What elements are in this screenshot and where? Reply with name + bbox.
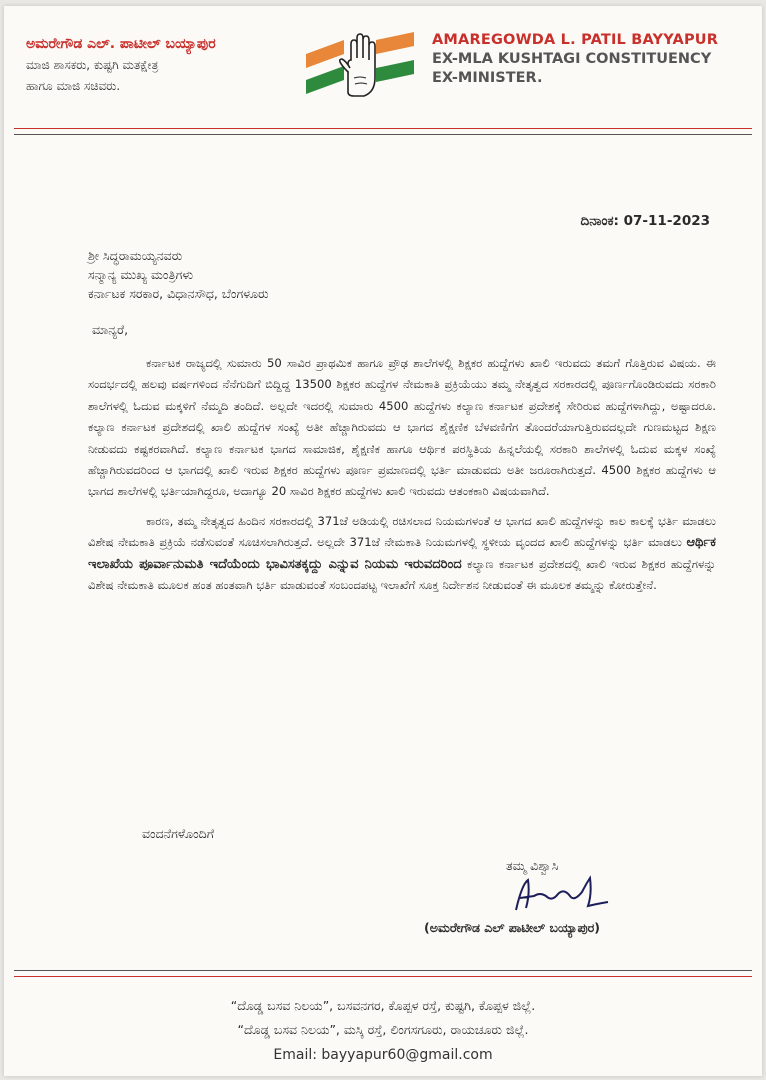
- footer-address-1: “ದೊಡ್ಡ ಬಸವ ನಿಲಯ”, ಬಸವನಗರ, ಕೊಪ್ಪಳ ರಸ್ತೆ, ಕುಷ್ಟಗಿ, ಕೊಪ್ಪಳ ಜಿಲ್ಲೆ.: [230, 998, 536, 1013]
- kannada-designation-2: ಹಾಗೂ ಮಾಜಿ ಸಚಿವರು.: [26, 79, 121, 93]
- kannada-name: ಅಮರೇಗೌಡ ಎಲ್. ಪಾಟೀಲ್ ಬಯ್ಯಾಪುರ: [26, 36, 216, 52]
- closing: ವಂದನೆಗಳೊಂದಿಗೆ: [142, 826, 214, 841]
- footer-rule-2: [14, 976, 752, 977]
- paragraph-2-text-a: ಕಾರಣ, ತಮ್ಮ ನೇತೃತ್ವದ ಹಿಂದಿನ ಸರಕಾರದಲ್ಲಿ 371ಜೆ ಅಡಿಯಲ್ಲಿ ರಚಿಸಲಾದ ನಿಯಮಗಳಂತೆ ಆ ಭಾಗದ ಖಾಲಿ ಹುದ್ದೆಗಳನ್ನು ಕಾಲ ಕಾಲಕ್ಕೆ ಭರ್ತಿ ಮಾಡಲು ವಿಶೇಷ ನೇಮಕಾತಿ ಪ್ರಕ್ರಿಯೆ ನಡೆಸುವಂತೆ ಸೂಚಿಸಲಾಗಿರುತ್ತದೆ. ಅಲ್ಲದೇ 371ಜೆ ನೇಮಕಾತಿ ನಿಯಮಗಳಲ್ಲಿ ಸ್ಥಳೀಯ ವೃಂದದ ಖಾಲಿ ಹುದ್ದೆಗಳನ್ನು ಭರ್ತಿ ಮಾಡಲು: [88, 513, 716, 550]
- body-paragraph-1: ಕರ್ನಾಟಕ ರಾಜ್ಯದಲ್ಲಿ ಸುಮಾರು 50 ಸಾವಿರ ಪ್ರಾಥಮಿಕ ಹಾಗೂ ಪ್ರೌಢ ಶಾಲೆಗಳಲ್ಲಿ ಶಿಕ್ಷಕರ ಹುದ್ದೆಗಳು ಖಾಲಿ ಇರುವದು ತಮಗೆ ಗೊತ್ತಿರುವ ವಿಷಯ. ಈ ಸಂದರ್ಭದಲ್ಲಿ ಹಲವು ವರ್ಷಗಳಿಂದ ನೆನೆಗುದಿಗೆ ಬಿದ್ದಿದ್ದ 13500 ಶಿಕ್ಷಕರ ಹುದ್ದೆಗಳ ನೇಮಕಾತಿ ಪ್ರಕ್ರಿಯೆಯು ತಮ್ಮ ನೇತೃತ್ವದ ಸರಕಾರದಲ್ಲಿ ಪೂರ್ಣಗೊಂಡಿರುವದು ಸರಕಾರಿ ಶಾಲೆಗಳಲ್ಲಿ ಓದುವ ಮಕ್ಕಳಿಗೆ ನೆಮ್ಮದಿ ತಂದಿದೆ. ಅಲ್ಲದೇ ಇದರಲ್ಲಿ ಸುಮಾರು 4500 ಹುದ್ದೆಗಳು ಕಲ್ಯಾಣ ಕರ್ನಾಟಕ ಪ್ರದೇಶಕ್ಕೆ ಸೇರಿರುವ ಹುದ್ದೆಗಳಾಗಿದ್ದು, ಅಷ್ಟಾದರೂ. ಕಲ್ಯಾಣ ಕರ್ನಾಟಕ ಪ್ರದೇಶದಲ್ಲಿ ಖಾಲಿ ಹುದ್ದೆಗಳ ಸಂಖ್ಯೆ ಅತೀ ಹೆಚ್ಚಾಗಿರುವದು ಆ ಭಾಗದ ಶೈಕ್ಷಣಿಕ ಬೆಳವಣಿಗೆಗ ತೊಂದರೆಯಾಗುತ್ತಿರುವದಲ್ಲದೇ ಗುಣಮಟ್ಟದ ಶಿಕ್ಷಣ ನೀಡುವದು ಕಷ್ಟಕರವಾಗಿದೆ. ಕಲ್ಯಾಣ ಕರ್ನಾಟಕ ಭಾಗದ ಸಾಮಾಜಿಕ, ಶೈಕ್ಷಣಿಕ ಹಾಗೂ ಆರ್ಥಿಕ ಪರಸ್ಥಿತಿಯ ಹಿನ್ನಲೆಯಲ್ಲಿ ಸರಕಾರಿ ಶಾಲೆಗಳಲ್ಲಿ ಓದುವ ಮಕ್ಕಳ ಸಂಖ್ಯೆ ಹೆಚ್ಚಾಗಿರುವದರಿಂದ ಆ ಭಾಗದಲ್ಲಿ ಖಾಲಿ ಇರುವ ಶಿಕ್ಷಕರ ಹುದ್ದೆಗಳು ಪೂರ್ಣ ಪ್ರಮಾಣದಲ್ಲಿ ಭರ್ತಿ ಮಾಡುವದು ಅತೀ ಜರೂರಾಗಿರುತ್ತದೆ. 4500 ಶಿಕ್ಷಕರ ಹುದ್ದೆಗಳು ಆ ಭಾಗದ ಶಾಲೆಗಳಲ್ಲಿ ಭರ್ತಿಯಾಗಿದ್ದರೂ, ಅದಾಗ್ಯೂ 20 ಸಾವಿರ ಶಿಕ್ಷಕರ ಹುದ್ದೆಗಳು ಖಾಲಿ ಇರುವದು ಆತಂಕಕಾರಿ ವಿಷಯವಾಗಿದೆ.: [88, 356, 716, 499]
- kannada-designation: ಮಾಜಿ ಶಾಸಕರು, ಕುಷ್ಟಗಿ ಮತಕ್ಷೇತ್ರ: [26, 58, 159, 72]
- header-rule-2: [14, 134, 752, 135]
- signatory-name: (ಅಮರೇಗೌಡ ಎಲ್ ಪಾಟೀಲ್ ಬಯ್ಯಾಪುರ): [424, 920, 600, 935]
- yours-faithfully: ತಮ್ಮ ವಿಶ್ವಾಸಿ: [506, 858, 559, 873]
- english-designation-2: EX-MINISTER.: [432, 70, 543, 86]
- paragraph-2-bold: ಆರ್ಥಿಕ ಇಲಾಖೆಯ ಪೂರ್ವಾನುಮತಿ ಇದೆಯೆಂದು ಭಾವಿಸತಕ್ಕದ್ದು ಎನ್ನುವ ನಿಯಮ ಇರುವದರಿಂದ: [88, 535, 716, 572]
- body-paragraph-2: [88, 511, 716, 597]
- recipient-title: ಸನ್ಮಾನ್ಯ ಮುಖ್ಯ ಮಂತ್ರಿಗಳು: [88, 267, 194, 282]
- recipient-address: [88, 246, 269, 303]
- footer-rule: [14, 970, 752, 971]
- congress-hand-logo: [306, 32, 414, 104]
- footer-address-2: “ದೊಡ್ಡ ಬಸವ ನಿಲಯ”, ಮಸ್ಕಿ ರಸ್ತೆ, ಲಿಂಗಸಗೂರು, ರಾಯಚೂರು ಜಿಲ್ಲೆ.: [237, 1022, 529, 1037]
- footer-email: Email: bayyapur60@gmail.com: [273, 1047, 493, 1063]
- recipient-office: ಕರ್ನಾಟಕ ಸರಕಾರ, ವಿಧಾನಸೌಧ, ಬೆಂಗಳೂರು: [88, 286, 269, 301]
- handwritten-signature: [512, 874, 612, 916]
- letter-date: ದಿನಾಂಕ: 07-11-2023: [580, 213, 710, 229]
- recipient-name: ಶ್ರೀ ಸಿದ್ಧರಾಮಯ್ಯನವರು: [88, 248, 183, 263]
- header-rule: [14, 128, 752, 129]
- english-name: AMAREGOWDA L. PATIL BAYYAPUR: [432, 32, 719, 48]
- paragraph-2-text-c: ಕಲ್ಯಾಣ ಕರ್ನಾಟಕ ಪ್ರದೇಶದಲ್ಲಿ ಖಾಲಿ ಇರುವ ಶಿಕ್ಷಕರ ಹುದ್ದೆಗಳನ್ನು ವಿಶೇಷ ನೇಮಕಾತಿ ಮೂಲಕ ಹಂತ ಹಂತವಾಗಿ ಭರ್ತಿ ಮಾಡುವಂತೆ ಸಂಬಂದಪಟ್ಟ ಇಲಾಖೆಗೆ ಸೂಕ್ತ ನಿರ್ದೇಶನ ನೀಡುವಂತೆ ಈ ಮೂಲಕ ತಮ್ಮನ್ನು ಕೋರುತ್ತೇನೆ.: [88, 556, 716, 593]
- english-designation: EX-MLA KUSHTAGI CONSTITUENCY: [432, 51, 712, 67]
- letter-body: [88, 353, 716, 604]
- salutation: ಮಾನ್ಯರೆ,: [92, 322, 129, 337]
- letterhead-english: [432, 32, 718, 86]
- letterhead-kannada: [26, 36, 216, 94]
- letter-page: [4, 6, 762, 1076]
